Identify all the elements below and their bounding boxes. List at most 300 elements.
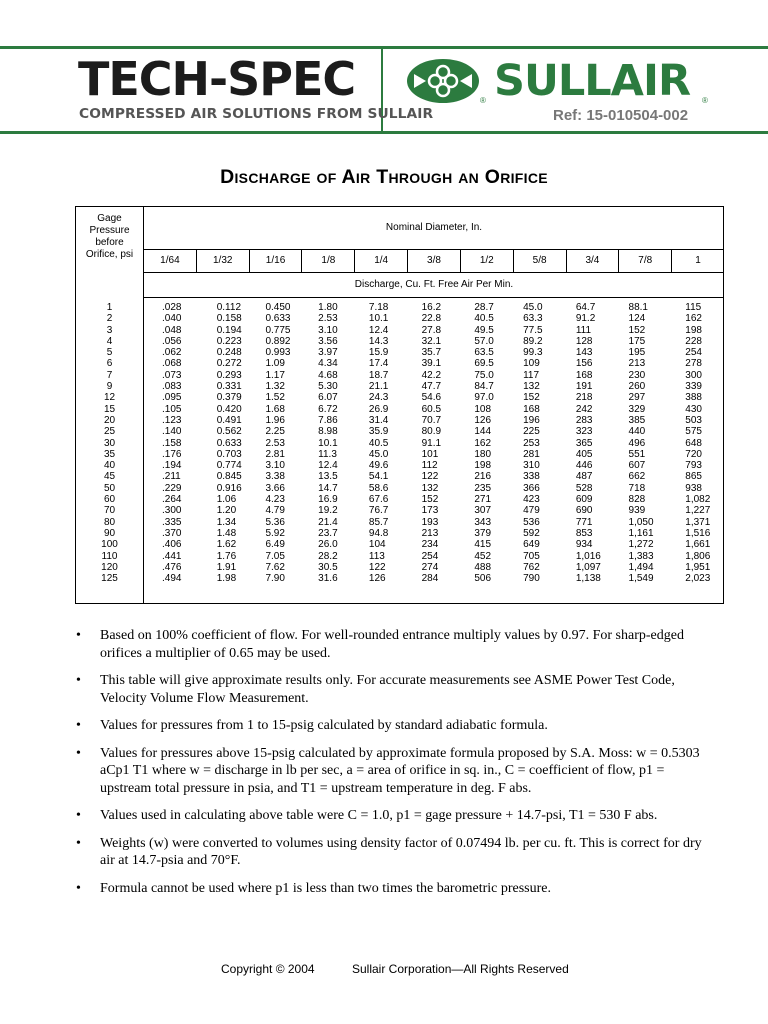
discharge-cell: 180 bbox=[474, 448, 492, 460]
discharge-cell: 1,016 bbox=[575, 550, 601, 562]
discharge-cell: 1,383 bbox=[628, 550, 654, 562]
discharge-cell: 28.7 bbox=[474, 302, 494, 313]
discharge-cell: 609 bbox=[575, 494, 593, 506]
discharge-cell: 1.32 bbox=[265, 381, 285, 393]
note-text: Values used in calculating above table were C = 1.0, p1 = gage pressure + 14.7-psi, T1 = 530 F abs. bbox=[100, 808, 658, 823]
discharge-cell: 104 bbox=[368, 539, 386, 551]
note-item bbox=[76, 672, 716, 707]
discharge-cell: 21.1 bbox=[368, 381, 389, 393]
discharge-cell: 0.450 bbox=[265, 302, 291, 313]
discharge-cell: 1.09 bbox=[265, 358, 285, 370]
footer-copyright: Copyright © 2004 bbox=[221, 962, 315, 976]
gage-pressure-cell: 100 bbox=[101, 539, 118, 551]
bullet-icon: • bbox=[76, 745, 81, 761]
discharge-cell: 720 bbox=[685, 448, 702, 460]
discharge-cell: 54.6 bbox=[421, 392, 442, 404]
discharge-cell: 7.62 bbox=[265, 561, 285, 573]
gage-pressure-cell: 5 bbox=[106, 347, 113, 359]
discharge-cell: .335 bbox=[162, 516, 182, 528]
note-item bbox=[76, 835, 716, 870]
gage-pressure-cell: 15 bbox=[103, 403, 116, 415]
table-row bbox=[76, 562, 724, 573]
discharge-cell: 3.66 bbox=[265, 482, 285, 494]
discharge-cell: 77.5 bbox=[523, 324, 543, 336]
discharge-cell: .194 bbox=[162, 460, 182, 472]
bullet-icon: • bbox=[76, 835, 81, 851]
discharge-cell: 430 bbox=[685, 403, 702, 415]
note-text: Formula cannot be used where p1 is less than two times the barometric pressure. bbox=[100, 880, 551, 896]
note-text: Based on 100% coefficient of flow. For well-rounded entrance multiply values by 0.97. For sharp-edged orifices a multiplier of 0.65 may be used. bbox=[100, 628, 684, 661]
discharge-cell: 12.4 bbox=[368, 324, 389, 336]
discharge-cell: 1,494 bbox=[628, 561, 654, 573]
discharge-cell: .176 bbox=[162, 448, 182, 460]
discharge-cell: .095 bbox=[162, 392, 182, 404]
gage-pressure-cell: 30 bbox=[103, 437, 116, 449]
discharge-cell: 152 bbox=[421, 494, 439, 506]
note-item bbox=[76, 627, 716, 662]
discharge-cell: 771 bbox=[575, 516, 593, 528]
discharge-cell: .068 bbox=[162, 358, 182, 370]
table-row bbox=[76, 313, 724, 324]
discharge-cell: 173 bbox=[421, 505, 439, 517]
discharge-cell: 934 bbox=[575, 539, 593, 551]
table-row bbox=[76, 573, 724, 584]
discharge-cell: 193 bbox=[421, 516, 439, 528]
discharge-cell: .211 bbox=[162, 471, 181, 483]
discharge-cell: 865 bbox=[685, 471, 702, 483]
discharge-cell: 1.91 bbox=[216, 561, 237, 573]
discharge-table bbox=[75, 206, 724, 604]
discharge-cell: 6.49 bbox=[265, 539, 285, 551]
discharge-cell: 195 bbox=[628, 347, 646, 359]
discharge-cell: 225 bbox=[523, 426, 540, 438]
discharge-cell: 2,023 bbox=[685, 573, 711, 585]
discharge-cell: 1.80 bbox=[318, 302, 338, 313]
header-bottom-rule bbox=[0, 131, 768, 134]
discharge-cell: 101 bbox=[421, 448, 439, 460]
discharge-cell: 115 bbox=[685, 302, 702, 313]
table-row bbox=[76, 438, 724, 449]
discharge-cell: 649 bbox=[523, 539, 540, 551]
table-row bbox=[76, 517, 724, 528]
discharge-cell: 503 bbox=[685, 414, 702, 426]
table-row bbox=[76, 404, 724, 415]
discharge-cell: 26.9 bbox=[368, 403, 389, 415]
discharge-cell: 64.7 bbox=[575, 302, 596, 313]
discharge-cell: 69.5 bbox=[474, 358, 494, 370]
table-row bbox=[76, 551, 724, 562]
discharge-cell: 0.562 bbox=[216, 426, 242, 438]
diameter-header-cell: 5/8 bbox=[513, 250, 566, 272]
note-item bbox=[76, 745, 716, 798]
discharge-cell: 23.7 bbox=[318, 527, 338, 539]
discharge-cell: 551 bbox=[628, 448, 646, 460]
discharge-cell: .158 bbox=[162, 437, 182, 449]
table-row bbox=[76, 347, 724, 358]
diameter-row bbox=[144, 249, 724, 273]
reference-number: Ref: 15-010504-002 bbox=[553, 107, 689, 124]
discharge-cell: 94.8 bbox=[368, 527, 389, 539]
discharge-cell: 109 bbox=[523, 358, 540, 370]
discharge-cell: 24.3 bbox=[368, 392, 389, 404]
discharge-cell: 690 bbox=[575, 505, 593, 517]
discharge-cell: 49.5 bbox=[474, 324, 494, 336]
discharge-cell: 0.331 bbox=[216, 381, 242, 393]
discharge-cell: 144 bbox=[474, 426, 492, 438]
discharge-cell: 191 bbox=[575, 381, 593, 393]
discharge-cell: 22.8 bbox=[421, 313, 442, 325]
discharge-header: Discharge, Cu. Ft. Free Air Per Min. bbox=[144, 273, 724, 298]
discharge-cell: 4.68 bbox=[318, 369, 338, 381]
discharge-cell: 1.48 bbox=[216, 527, 237, 539]
sullair-wordmark: SULLAIR bbox=[494, 56, 691, 106]
discharge-cell: 300 bbox=[685, 369, 702, 381]
table-row bbox=[76, 415, 724, 426]
gage-pressure-cell: 120 bbox=[101, 561, 118, 573]
discharge-cell: 366 bbox=[523, 482, 540, 494]
gage-pressure-cell: 3 bbox=[106, 324, 113, 336]
discharge-cell: 452 bbox=[474, 550, 492, 562]
discharge-cell: 5.30 bbox=[318, 381, 338, 393]
discharge-cell: 323 bbox=[575, 426, 593, 438]
discharge-cell: .494 bbox=[162, 573, 182, 585]
discharge-cell: 592 bbox=[523, 527, 540, 539]
gage-pressure-cell: 25 bbox=[103, 426, 116, 438]
discharge-cell: 35.9 bbox=[368, 426, 389, 438]
discharge-cell: 112 bbox=[421, 460, 438, 472]
discharge-cell: 260 bbox=[628, 381, 646, 393]
discharge-cell: 3.38 bbox=[265, 471, 285, 483]
note-text: Weights (w) were converted to volumes using density factor of 0.07494 lb. per cu. ft. This is correct for dry air at 14.7-psia and 70°F. bbox=[100, 835, 702, 868]
discharge-cell: 117 bbox=[523, 369, 540, 381]
discharge-cell: 75.0 bbox=[474, 369, 494, 381]
table-row bbox=[76, 302, 724, 313]
gage-pressure-header bbox=[76, 207, 143, 297]
diameter-header-cell: 1/8 bbox=[301, 250, 354, 272]
bullet-icon: • bbox=[76, 673, 81, 688]
discharge-cell: 3.10 bbox=[265, 460, 285, 472]
notes-list bbox=[76, 627, 716, 907]
discharge-cell: 218 bbox=[575, 392, 593, 404]
table-row bbox=[76, 381, 724, 392]
tech-spec-logo: TECH-SPEC bbox=[78, 52, 356, 106]
discharge-cell: 0.223 bbox=[216, 335, 242, 347]
gage-pressure-cell: 50 bbox=[103, 482, 116, 494]
diameter-header-cell: 1/2 bbox=[460, 250, 513, 272]
discharge-cell: .062 bbox=[162, 347, 182, 359]
discharge-cell: 28.2 bbox=[318, 550, 338, 562]
discharge-cell: 14.3 bbox=[368, 335, 389, 347]
discharge-cell: 705 bbox=[523, 550, 540, 562]
discharge-cell: 488 bbox=[474, 561, 492, 573]
discharge-cell: 108 bbox=[474, 403, 492, 415]
discharge-cell: 365 bbox=[575, 437, 593, 449]
discharge-cell: 1,082 bbox=[685, 494, 711, 506]
discharge-cell: 1.06 bbox=[216, 494, 237, 506]
table-row bbox=[76, 539, 724, 550]
discharge-cell: 152 bbox=[628, 324, 646, 336]
discharge-cell: 45.0 bbox=[523, 302, 543, 313]
discharge-cell: 152 bbox=[523, 392, 540, 404]
discharge-cell: 175 bbox=[628, 335, 646, 347]
discharge-cell: 132 bbox=[421, 482, 439, 494]
discharge-cell: .073 bbox=[162, 369, 182, 381]
discharge-cell: 2.53 bbox=[265, 437, 285, 449]
discharge-cell: 2.25 bbox=[265, 426, 285, 438]
discharge-cell: 45.0 bbox=[368, 448, 389, 460]
discharge-cell: 0.633 bbox=[216, 437, 242, 449]
discharge-cell: 76.7 bbox=[368, 505, 389, 517]
discharge-cell: 1,227 bbox=[685, 505, 711, 517]
discharge-cell: 1.68 bbox=[265, 403, 285, 415]
discharge-cell: 31.4 bbox=[368, 414, 389, 426]
discharge-cell: 1,272 bbox=[628, 539, 654, 551]
gage-pressure-cell: 70 bbox=[103, 505, 116, 517]
table-row bbox=[76, 471, 724, 482]
nominal-diameter-header: Nominal Diameter, In. bbox=[385, 222, 483, 233]
discharge-cell: 0.775 bbox=[265, 324, 291, 336]
discharge-cell: 70.7 bbox=[421, 414, 442, 426]
discharge-cell: 0.293 bbox=[216, 369, 242, 381]
table-body bbox=[76, 302, 724, 584]
diameter-header-cell: 1/32 bbox=[196, 250, 249, 272]
table-row bbox=[76, 392, 724, 403]
discharge-cell: 63.5 bbox=[474, 347, 494, 359]
gage-pressure-cell: 80 bbox=[103, 516, 116, 528]
discharge-cell: 230 bbox=[628, 369, 646, 381]
discharge-cell: .040 bbox=[162, 313, 182, 325]
discharge-cell: 415 bbox=[474, 539, 492, 551]
discharge-cell: 162 bbox=[474, 437, 492, 449]
discharge-cell: 8.98 bbox=[318, 426, 338, 438]
discharge-cell: 0.703 bbox=[216, 448, 242, 460]
discharge-cell: 648 bbox=[685, 437, 702, 449]
discharge-cell: 6.72 bbox=[318, 403, 338, 415]
discharge-cell: 124 bbox=[628, 313, 646, 325]
discharge-cell: 7.18 bbox=[368, 302, 389, 313]
discharge-cell: 85.7 bbox=[368, 516, 389, 528]
discharge-cell: 496 bbox=[628, 437, 646, 449]
discharge-cell: 0.420 bbox=[216, 403, 242, 415]
discharge-cell: 2.81 bbox=[265, 448, 285, 460]
discharge-cell: 39.1 bbox=[421, 358, 442, 370]
discharge-cell: 339 bbox=[685, 381, 702, 393]
discharge-cell: 1.20 bbox=[216, 505, 237, 517]
discharge-cell: 4.23 bbox=[265, 494, 285, 506]
discharge-cell: 536 bbox=[523, 516, 540, 528]
discharge-cell: 35.7 bbox=[421, 347, 442, 359]
discharge-cell: 385 bbox=[628, 414, 646, 426]
discharge-cell: 228 bbox=[685, 335, 702, 347]
footer-company: Sullair Corporation—All Rights Reserved bbox=[352, 962, 569, 976]
table-row bbox=[76, 336, 724, 347]
discharge-cell: 7.86 bbox=[318, 414, 338, 426]
discharge-cell: 0.112 bbox=[216, 302, 242, 313]
discharge-cell: 487 bbox=[575, 471, 593, 483]
discharge-cell: 16.9 bbox=[318, 494, 338, 506]
gage-pressure-cell: 20 bbox=[103, 414, 116, 426]
table-row bbox=[76, 358, 724, 369]
diameter-header-cell: 1/64 bbox=[160, 255, 180, 266]
table-row bbox=[76, 370, 724, 381]
discharge-cell: 122 bbox=[421, 471, 439, 483]
discharge-cell: 91.1 bbox=[421, 437, 442, 449]
discharge-cell: 1,951 bbox=[685, 561, 711, 573]
discharge-cell: 235 bbox=[474, 482, 492, 494]
discharge-cell: 718 bbox=[628, 482, 646, 494]
discharge-cell: 15.9 bbox=[368, 347, 389, 359]
discharge-cell: 6.07 bbox=[318, 392, 338, 404]
discharge-cell: 196 bbox=[523, 414, 540, 426]
discharge-cell: 307 bbox=[474, 505, 492, 517]
discharge-cell: 274 bbox=[421, 561, 439, 573]
discharge-cell: 281 bbox=[523, 448, 540, 460]
discharge-cell: 0.993 bbox=[265, 347, 291, 359]
discharge-cell: 0.194 bbox=[216, 324, 242, 336]
discharge-cell: 11.3 bbox=[318, 448, 337, 460]
note-text: This table will give approximate results only. For accurate measurements see ASME Power Test Code, Velocity Volume Flow Measurement. bbox=[100, 673, 675, 706]
page-title: Discharge of Air Through an Orifice bbox=[220, 166, 548, 188]
gage-pressure-cell: 45 bbox=[103, 471, 116, 483]
discharge-cell: 198 bbox=[685, 324, 702, 336]
diameter-header-cell: 3/8 bbox=[407, 250, 460, 272]
discharge-cell: 607 bbox=[628, 460, 646, 472]
discharge-cell: .370 bbox=[162, 527, 182, 539]
discharge-cell: 828 bbox=[628, 494, 646, 506]
diameter-header-cell: 1/16 bbox=[249, 250, 302, 272]
note-item bbox=[76, 807, 716, 825]
discharge-cell: 31.6 bbox=[318, 573, 338, 585]
discharge-cell: 938 bbox=[685, 482, 702, 494]
discharge-cell: 423 bbox=[523, 494, 540, 506]
discharge-cell: .300 bbox=[162, 505, 182, 517]
discharge-cell: 506 bbox=[474, 573, 492, 585]
discharge-cell: 1,097 bbox=[575, 561, 601, 573]
discharge-cell: .229 bbox=[162, 482, 182, 494]
discharge-cell: 88.1 bbox=[628, 302, 648, 313]
bullet-icon: • bbox=[76, 880, 81, 896]
gage-pressure-cell: 6 bbox=[106, 358, 113, 370]
discharge-cell: .441 bbox=[162, 550, 182, 562]
discharge-cell: 329 bbox=[628, 403, 646, 415]
discharge-cell: 126 bbox=[474, 414, 492, 426]
discharge-cell: 278 bbox=[685, 358, 702, 370]
discharge-cell: 132 bbox=[523, 381, 540, 393]
discharge-cell: .083 bbox=[162, 381, 182, 393]
discharge-cell: 213 bbox=[628, 358, 646, 370]
discharge-cell: 198 bbox=[474, 460, 492, 472]
discharge-cell: 440 bbox=[628, 426, 646, 438]
bullet-icon: • bbox=[76, 808, 81, 823]
discharge-cell: 18.7 bbox=[368, 369, 389, 381]
gage-pressure-cell: 7 bbox=[106, 369, 113, 381]
discharge-cell: 122 bbox=[368, 561, 386, 573]
discharge-cell: 63.3 bbox=[523, 313, 543, 325]
discharge-cell: 4.79 bbox=[265, 505, 285, 517]
discharge-cell: 113 bbox=[368, 550, 385, 562]
gage-pressure-cell: 40 bbox=[103, 460, 116, 472]
table-row bbox=[76, 449, 724, 460]
discharge-cell: 7.05 bbox=[265, 550, 285, 562]
discharge-cell: 271 bbox=[474, 494, 492, 506]
discharge-cell: 40.5 bbox=[368, 437, 389, 449]
registered-mark-2: ® bbox=[702, 96, 708, 105]
discharge-cell: 762 bbox=[523, 561, 540, 573]
sullair-logo-icon bbox=[406, 58, 480, 104]
discharge-cell: 254 bbox=[421, 550, 439, 562]
discharge-cell: 126 bbox=[368, 573, 386, 585]
diameter-header-cell: 1/4 bbox=[354, 250, 407, 272]
table-row bbox=[76, 483, 724, 494]
discharge-cell: 67.6 bbox=[368, 494, 389, 506]
diameter-header-cell: 1 bbox=[671, 250, 724, 272]
discharge-cell: 338 bbox=[523, 471, 540, 483]
discharge-cell: 1.17 bbox=[265, 369, 285, 381]
discharge-cell: 4.34 bbox=[318, 358, 338, 370]
discharge-cell: 91.2 bbox=[575, 313, 596, 325]
discharge-cell: .123 bbox=[162, 414, 182, 426]
diameter-header-cell: 3/4 bbox=[566, 250, 619, 272]
discharge-cell: 0.491 bbox=[216, 414, 242, 426]
note-item bbox=[76, 880, 716, 898]
discharge-cell: 1,661 bbox=[685, 539, 711, 551]
discharge-cell: 58.6 bbox=[368, 482, 389, 494]
discharge-cell: .264 bbox=[162, 494, 182, 506]
discharge-cell: 42.2 bbox=[421, 369, 442, 381]
discharge-cell: 49.6 bbox=[368, 460, 389, 472]
discharge-cell: .476 bbox=[162, 561, 182, 573]
table-row bbox=[76, 325, 724, 336]
discharge-cell: .406 bbox=[162, 539, 182, 551]
discharge-cell: 128 bbox=[575, 335, 593, 347]
discharge-cell: 1,138 bbox=[575, 573, 601, 585]
discharge-cell: 1.52 bbox=[265, 392, 285, 404]
gage-pressure-cell: 1 bbox=[106, 302, 113, 313]
gage-pressure-cell: 9 bbox=[106, 381, 113, 393]
discharge-cell: 13.5 bbox=[318, 471, 338, 483]
note-text: Values for pressures above 15-psig calculated by approximate formula proposed by S.A. Moss: w = 0.5303 aCp1 T1 where w = discharge in lb per sec, a = area of orifice in sq. in., C = coefficient of flow, p1 = upstream total pressure in psia, and T1 = upstream temperature in deg. F abs. bbox=[100, 745, 700, 796]
gage-pressure-cell: 125 bbox=[101, 573, 118, 585]
discharge-cell: 0.845 bbox=[216, 471, 242, 483]
table-row bbox=[76, 528, 724, 539]
gage-pressure-cell: 90 bbox=[103, 527, 116, 539]
discharge-cell: 528 bbox=[575, 482, 593, 494]
discharge-cell: 0.248 bbox=[216, 347, 242, 359]
discharge-cell: 446 bbox=[575, 460, 593, 472]
note-item bbox=[76, 717, 716, 735]
discharge-cell: 0.892 bbox=[265, 335, 291, 347]
discharge-cell: 3.10 bbox=[318, 324, 338, 336]
discharge-cell: 32.1 bbox=[421, 335, 442, 347]
discharge-cell: 1,806 bbox=[685, 550, 711, 562]
discharge-cell: 111 bbox=[575, 324, 592, 336]
discharge-cell: 216 bbox=[474, 471, 492, 483]
gage-pressure-cell: 35 bbox=[103, 448, 116, 460]
discharge-cell: 156 bbox=[575, 358, 593, 370]
bullet-icon: • bbox=[76, 628, 81, 643]
discharge-cell: 89.2 bbox=[523, 335, 543, 347]
discharge-cell: 1,371 bbox=[685, 516, 711, 528]
discharge-cell: 1.62 bbox=[216, 539, 237, 551]
gage-pressure-cell: 12 bbox=[103, 392, 116, 404]
gage-pressure-cell: 110 bbox=[101, 550, 118, 562]
gage-header-text: Gage Pressure before Orifice, psi bbox=[85, 213, 134, 260]
discharge-cell: 1,161 bbox=[628, 527, 654, 539]
discharge-cell: 17.4 bbox=[368, 358, 389, 370]
gage-pressure-cell: 4 bbox=[106, 335, 113, 347]
discharge-cell: 253 bbox=[523, 437, 540, 449]
discharge-cell: 168 bbox=[575, 369, 593, 381]
